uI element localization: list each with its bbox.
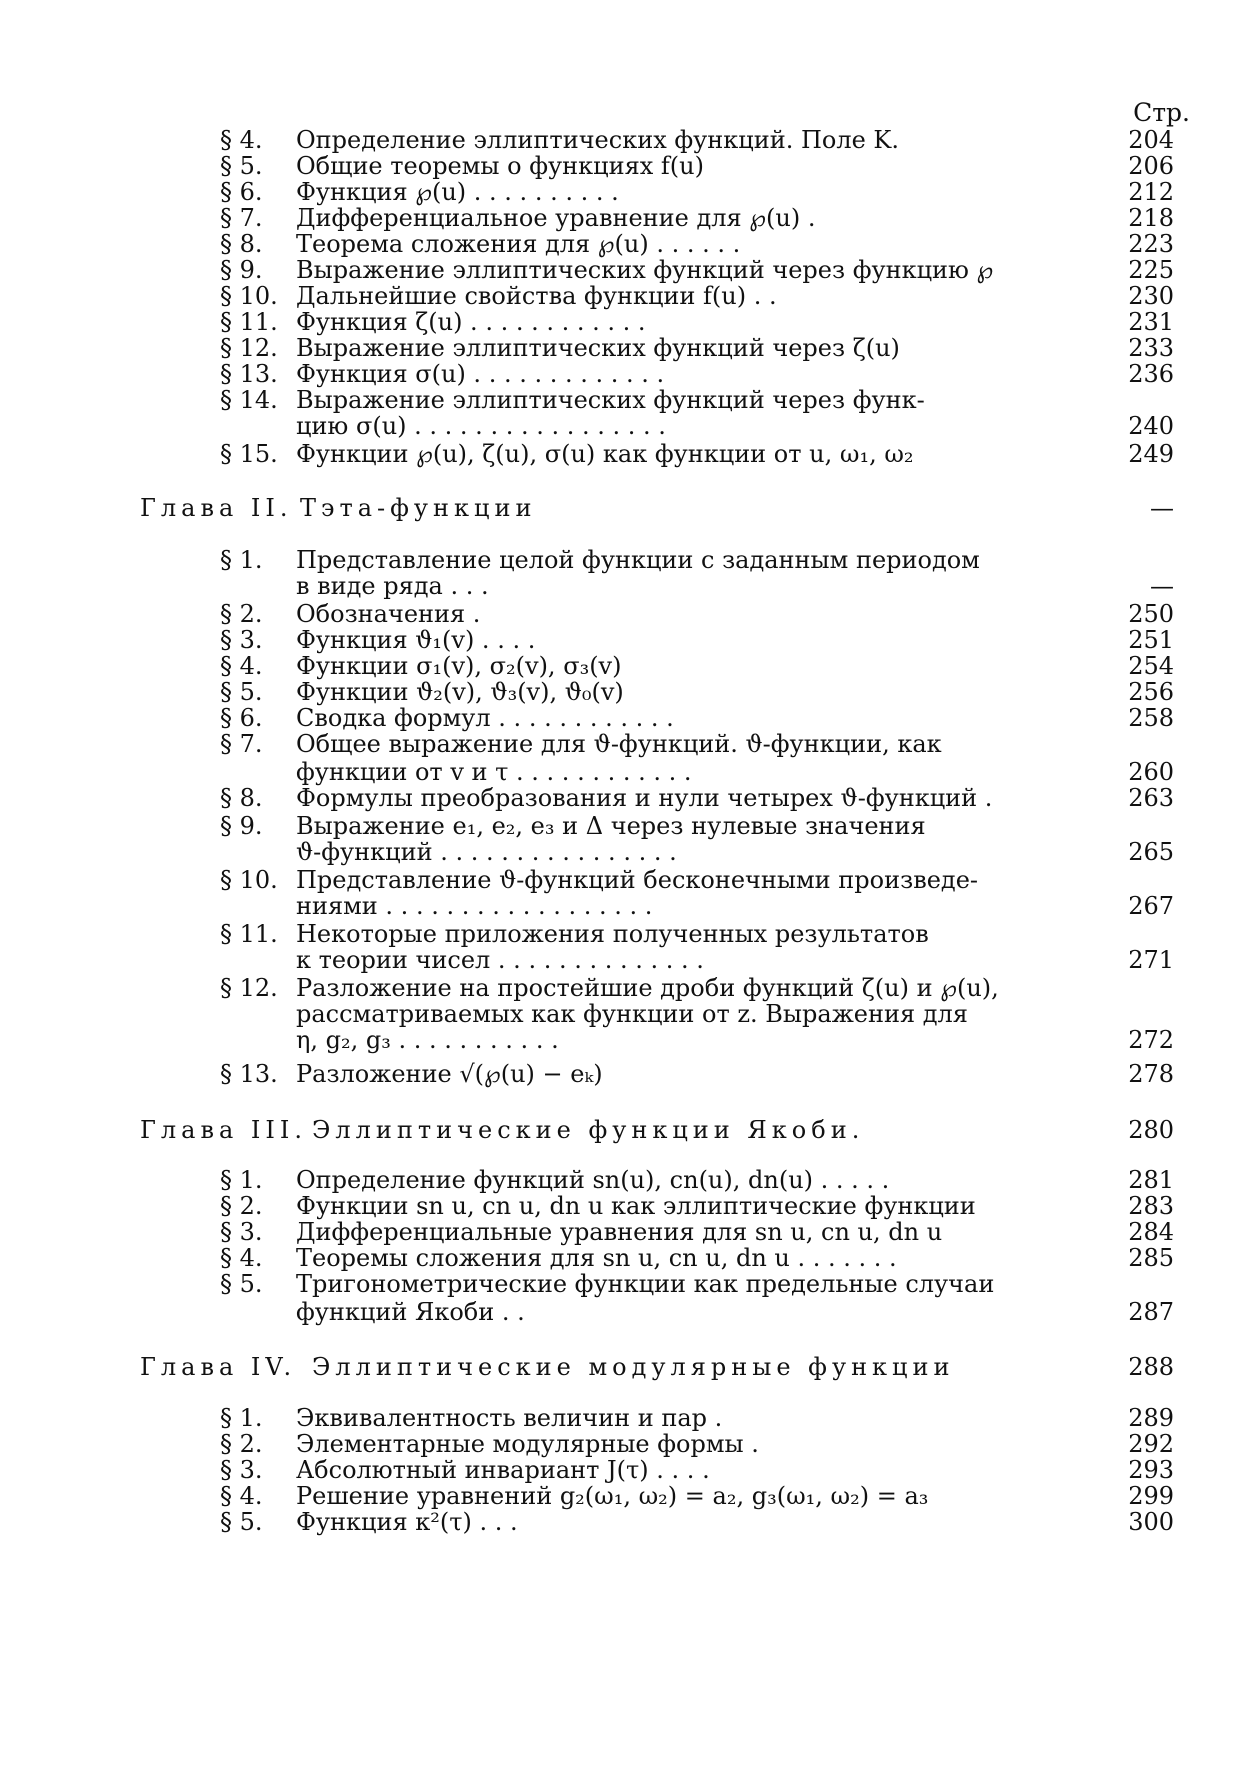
page-number: 265 xyxy=(1128,838,1174,866)
toc-entry[interactable] xyxy=(220,812,1180,840)
page-number: 218 xyxy=(1128,204,1174,232)
section-title: η, g₂, g₃ . . . . . . . . . . . xyxy=(296,1026,559,1054)
section-number: § 3. xyxy=(220,1218,263,1246)
page-number: 236 xyxy=(1128,360,1174,388)
section-title: Теоремы сложения для sn u, cn u, dn u . . . . . . . xyxy=(296,1244,897,1272)
page-number: 251 xyxy=(1128,626,1174,654)
page-number: 254 xyxy=(1128,652,1174,680)
section-title: Функции σ₁(v), σ₂(v), σ₃(v) xyxy=(296,652,622,680)
toc-entry[interactable] xyxy=(220,1404,1180,1432)
page-number: 283 xyxy=(1128,1192,1174,1220)
toc-entry[interactable] xyxy=(220,204,1180,232)
chapter-label: Глава II. xyxy=(140,494,293,522)
page-number: 300 xyxy=(1128,1508,1174,1536)
section-number: § 8. xyxy=(220,784,263,812)
toc-entry[interactable] xyxy=(220,230,1180,258)
toc-entry[interactable] xyxy=(220,1270,1180,1298)
section-title: Функция ℘(u) . . . . . . . . . . xyxy=(296,178,619,206)
section-number: § 10. xyxy=(220,282,278,310)
section-number: § 1. xyxy=(220,1404,263,1432)
section-title: функций Якоби . . xyxy=(296,1298,525,1326)
page-number: 278 xyxy=(1128,1060,1174,1088)
section-number: § 4. xyxy=(220,652,263,680)
section-title: Представление ϑ-функций бесконечными произведе- xyxy=(296,866,979,894)
toc-entry[interactable] xyxy=(220,866,1180,894)
section-number: § 5. xyxy=(220,1270,263,1298)
page-number: — xyxy=(1150,494,1174,522)
section-title: Представление целой функции с заданным периодом xyxy=(296,546,980,574)
section-number: § 1. xyxy=(220,1166,263,1194)
chapter-title: Эллиптические функции Якоби. xyxy=(312,1116,865,1144)
section-title: Выражение эллиптических функций через функцию ℘ xyxy=(296,256,994,284)
page-number: 285 xyxy=(1128,1244,1174,1272)
section-number: § 14. xyxy=(220,386,278,414)
toc-entry[interactable] xyxy=(220,626,1180,654)
section-title: Дифференциальное уравнение для ℘(u) . xyxy=(296,204,816,232)
section-title: к теории чисел . . . . . . . . . . . . . . xyxy=(296,946,704,974)
section-number: § 7. xyxy=(220,204,263,232)
toc-entry[interactable] xyxy=(220,784,1180,812)
section-title: Выражение эллиптических функций через функ- xyxy=(296,386,925,414)
section-title: ϑ-функций . . . . . . . . . . . . . . . . xyxy=(296,838,677,866)
page-number: 231 xyxy=(1128,308,1174,336)
section-title: рассматриваемых как функции от z. Выражения для xyxy=(296,1000,968,1028)
page-number: 267 xyxy=(1128,892,1174,920)
toc-entry[interactable] xyxy=(220,1192,1180,1220)
page-number: 233 xyxy=(1128,334,1174,362)
page-number: 272 xyxy=(1128,1026,1174,1054)
section-title: Общее выражение для ϑ-функций. ϑ-функции, как xyxy=(296,730,942,758)
section-number: § 12. xyxy=(220,974,278,1002)
section-title: Выражение e₁, e₂, e₃ и Δ через нулевые значения xyxy=(296,812,926,840)
section-title: Абсолютный инвариант J(τ) . . . . xyxy=(296,1456,710,1484)
section-number: § 15. xyxy=(220,440,278,468)
section-number: § 4. xyxy=(220,1482,263,1510)
section-number: § 4. xyxy=(220,126,263,154)
page-number: 281 xyxy=(1128,1166,1174,1194)
section-number: § 13. xyxy=(220,1060,278,1088)
section-number: § 2. xyxy=(220,1430,263,1458)
toc-entry-continuation[interactable] xyxy=(220,412,1180,440)
section-title: Сводка формул . . . . . . . . . . . . xyxy=(296,704,674,732)
section-title: Некоторые приложения полученных результатов xyxy=(296,920,929,948)
section-number: § 7. xyxy=(220,730,263,758)
section-title: Функция σ(u) . . . . . . . . . . . . . xyxy=(296,360,665,388)
section-title: Функции ϑ₂(v), ϑ₃(v), ϑ₀(v) xyxy=(296,678,624,706)
page-number: 271 xyxy=(1128,946,1174,974)
page-number: 299 xyxy=(1128,1482,1174,1510)
toc-entry[interactable] xyxy=(220,1244,1180,1272)
section-title: Общие теоремы о функциях f(u) xyxy=(296,152,704,180)
section-title: функции от v и τ . . . . . . . . . . . . xyxy=(296,758,692,786)
section-number: § 10. xyxy=(220,866,278,894)
section-number: § 4. xyxy=(220,1244,263,1272)
toc-entry-continuation[interactable] xyxy=(220,1026,1180,1054)
toc-entry[interactable] xyxy=(220,282,1180,310)
page-number: 230 xyxy=(1128,282,1174,310)
toc-entry[interactable] xyxy=(220,546,1180,574)
page-number: 225 xyxy=(1128,256,1174,284)
toc-entry[interactable] xyxy=(220,440,1180,468)
toc-entry-continuation[interactable] xyxy=(220,758,1180,786)
chapter-heading[interactable] xyxy=(140,1115,1180,1145)
section-number: § 5. xyxy=(220,1508,263,1536)
toc-entry[interactable] xyxy=(220,704,1180,732)
section-title: Обозначения . xyxy=(296,600,481,628)
page-number: 289 xyxy=(1128,1404,1174,1432)
toc-entry[interactable] xyxy=(220,1430,1180,1458)
toc-entry[interactable] xyxy=(220,126,1180,154)
section-number: § 6. xyxy=(220,178,263,206)
toc-entry-continuation[interactable] xyxy=(220,572,1180,600)
toc-entry-continuation[interactable] xyxy=(220,838,1180,866)
section-number: § 11. xyxy=(220,920,278,948)
toc-entry[interactable] xyxy=(220,360,1180,388)
section-number: § 11. xyxy=(220,308,278,336)
section-title: Функция κ²(τ) . . . xyxy=(296,1508,518,1536)
toc-entry[interactable] xyxy=(220,730,1180,758)
section-title: Решение уравнений g₂(ω₁, ω₂) = a₂, g₃(ω₁, ω₂) = a₃ xyxy=(296,1482,929,1510)
page-number: 250 xyxy=(1128,600,1174,628)
section-number: § 9. xyxy=(220,256,263,284)
toc-entry[interactable] xyxy=(220,600,1180,628)
chapter-label: Глава III. xyxy=(140,1116,307,1144)
section-title: Функции sn u, cn u, dn u как эллиптические функции xyxy=(296,1192,976,1220)
section-number: § 13. xyxy=(220,360,278,388)
section-number: § 5. xyxy=(220,152,263,180)
section-title: Формулы преобразования и нули четырех ϑ-функций . xyxy=(296,784,993,812)
section-title: Определение функций sn(u), cn(u), dn(u) . . . . . xyxy=(296,1166,890,1194)
section-number: § 1. xyxy=(220,546,263,574)
toc-entry-continuation[interactable] xyxy=(220,1298,1180,1326)
page-number: 249 xyxy=(1128,440,1174,468)
section-number: § 2. xyxy=(220,600,263,628)
toc-entry[interactable] xyxy=(220,1456,1180,1484)
page-number: 292 xyxy=(1128,1430,1174,1458)
toc-entry[interactable] xyxy=(220,308,1180,336)
section-title: Разложение на простейшие дроби функций ζ(u) и ℘(u), xyxy=(296,974,999,1002)
section-title: Определение эллиптических функций. Поле K. xyxy=(296,126,899,154)
toc-entry[interactable] xyxy=(220,920,1180,948)
chapter-label: Глава IV. xyxy=(140,1353,297,1381)
page-number: 293 xyxy=(1128,1456,1174,1484)
section-number: § 3. xyxy=(220,1456,263,1484)
toc-entry[interactable] xyxy=(220,678,1180,706)
section-title: Функции ℘(u), ζ(u), σ(u) как функции от u, ω₁, ω₂ xyxy=(296,440,914,468)
chapter-heading[interactable] xyxy=(140,493,1180,523)
page-number: 256 xyxy=(1128,678,1174,706)
section-title: Функция ϑ₁(v) . . . . xyxy=(296,626,536,654)
page-number: — xyxy=(1150,572,1174,600)
page-number: 260 xyxy=(1128,758,1174,786)
section-title: ниями . . . . . . . . . . . . . . . . . . xyxy=(296,892,653,920)
chapter-heading[interactable] xyxy=(140,1352,1180,1382)
toc-entry[interactable] xyxy=(220,152,1180,180)
toc-entry[interactable] xyxy=(220,386,1180,414)
page-number: 240 xyxy=(1128,412,1174,440)
toc-entry-continuation[interactable] xyxy=(220,892,1180,920)
page-number: 206 xyxy=(1128,152,1174,180)
page-number: 263 xyxy=(1128,784,1174,812)
page-number: 280 xyxy=(1128,1116,1174,1144)
toc-entry[interactable] xyxy=(220,1218,1180,1246)
section-title: в виде ряда . . . xyxy=(296,572,489,600)
section-title: цию σ(u) . . . . . . . . . . . . . . . . . xyxy=(296,412,666,440)
chapter-title: Тэта-функции xyxy=(300,494,537,522)
toc-entry[interactable] xyxy=(220,652,1180,680)
section-title: Эквивалентность величин и пар . xyxy=(296,1404,723,1432)
section-title: Теорема сложения для ℘(u) . . . . . . xyxy=(296,230,741,258)
toc-entry[interactable] xyxy=(220,1508,1180,1536)
section-title: Элементарные модулярные формы . xyxy=(296,1430,759,1458)
section-title: Выражение эллиптических функций через ζ(u) xyxy=(296,334,900,362)
section-number: § 9. xyxy=(220,812,263,840)
page-number: 204 xyxy=(1128,126,1174,154)
page-number: 212 xyxy=(1128,178,1174,206)
section-number: § 5. xyxy=(220,678,263,706)
section-number: § 12. xyxy=(220,334,278,362)
section-title: Функция ζ(u) . . . . . . . . . . . . xyxy=(296,308,646,336)
section-number: § 6. xyxy=(220,704,263,732)
toc-entry[interactable] xyxy=(220,334,1180,362)
toc-entry[interactable] xyxy=(220,1060,1180,1088)
chapter-title: Эллиптические модулярные функции xyxy=(312,1353,955,1381)
section-number: § 3. xyxy=(220,626,263,654)
page-number: 288 xyxy=(1128,1353,1174,1381)
section-title: Дифференциальные уравнения для sn u, cn u, dn u xyxy=(296,1218,943,1246)
page-number: 223 xyxy=(1128,230,1174,258)
page-number: 287 xyxy=(1128,1298,1174,1326)
section-number: § 2. xyxy=(220,1192,263,1220)
toc-entry[interactable] xyxy=(220,178,1180,206)
toc-entry-continuation[interactable] xyxy=(220,1000,1180,1028)
page-number: 284 xyxy=(1128,1218,1174,1246)
section-title: Разложение √(℘(u) − eₖ) xyxy=(296,1060,603,1088)
toc-entry[interactable] xyxy=(220,256,1180,284)
page-number: 258 xyxy=(1128,704,1174,732)
page-column-header: Стр. xyxy=(1133,98,1190,127)
section-number: § 8. xyxy=(220,230,263,258)
toc-entry[interactable] xyxy=(220,1166,1180,1194)
section-title: Дальнейшие свойства функции f(u) . . xyxy=(296,282,777,310)
toc-entry[interactable] xyxy=(220,974,1180,1002)
section-title: Тригонометрические функции как предельные случаи xyxy=(296,1270,995,1298)
toc-entry[interactable] xyxy=(220,1482,1180,1510)
toc-entry-continuation[interactable] xyxy=(220,946,1180,974)
